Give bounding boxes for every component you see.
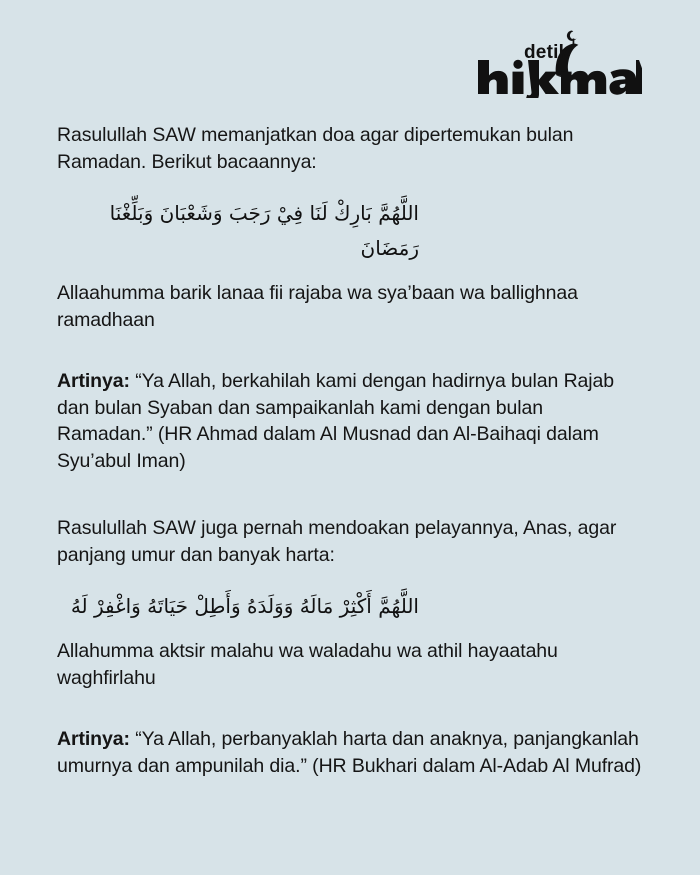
- brand-top-word: detik: [524, 42, 570, 63]
- section-1-meaning-text: “Ya Allah, berkahilah kami dengan hadirnya bulan Rajab dan bulan Syaban dan sampaikanlah kami dengan bulan Ramadan.” (HR Ahmad dalam Al Musnad dan Al-Baihaqi dalam Syu’abul Iman): [57, 369, 615, 473]
- section-2-arabic-dua: اللَّهُمَّ أَكْثِرْ مَالَهُ وَوَلَدَهُ وَأَطِلْ حَيَاتَهُ وَاغْفِرْ لَهُ: [70, 594, 419, 619]
- section-1-meaning-label: Artinya:: [57, 369, 130, 392]
- section-1-intro-paragraph: Rasulullah SAW memanjatkan doa agar dipertemukan bulan Ramadan. Berikut bacaannya:: [57, 124, 574, 173]
- spacer: [57, 266, 643, 280]
- section-2-intro-paragraph: Rasulullah SAW juga pernah mendoakan pelayannya, Anas, agar panjang umur dan banyak harta:: [57, 517, 617, 567]
- section-1-arabic-dua: اللَّهُمَّ بَارِكْ لَنَا فِيْ رَجَبَ وَشَعْبَانَ وَبَلِّغْنَا رَمَضَانَ: [109, 200, 419, 260]
- spacer: [57, 692, 643, 726]
- spacer: [57, 334, 643, 368]
- brand-logo: [472, 18, 642, 98]
- section-2-meaning: [57, 726, 643, 780]
- section-1-transliteration: Allaahumma barik lanaa fii rajaba wa sya’baan wa ballighnaa ramadhaan: [57, 281, 578, 331]
- section-2-meaning-text: “Ya Allah, perbanyaklah harta dan anaknya, panjangkanlah umurnya dan ampunilah dia.” (HR Bukhari dalam Al-Adab Al Mufrad): [57, 727, 642, 777]
- section-2-meaning-label: Artinya:: [57, 727, 130, 750]
- spacer: [57, 475, 643, 515]
- section-2-transliteration: Allahumma aktsir malahu wa waladahu wa athil hayaatahu waghfirlahu: [57, 640, 558, 689]
- spacer: [57, 624, 643, 638]
- section-1-meaning: [57, 368, 643, 476]
- article-body: [57, 122, 643, 780]
- detik-hikmah-logo-svg: [472, 18, 642, 98]
